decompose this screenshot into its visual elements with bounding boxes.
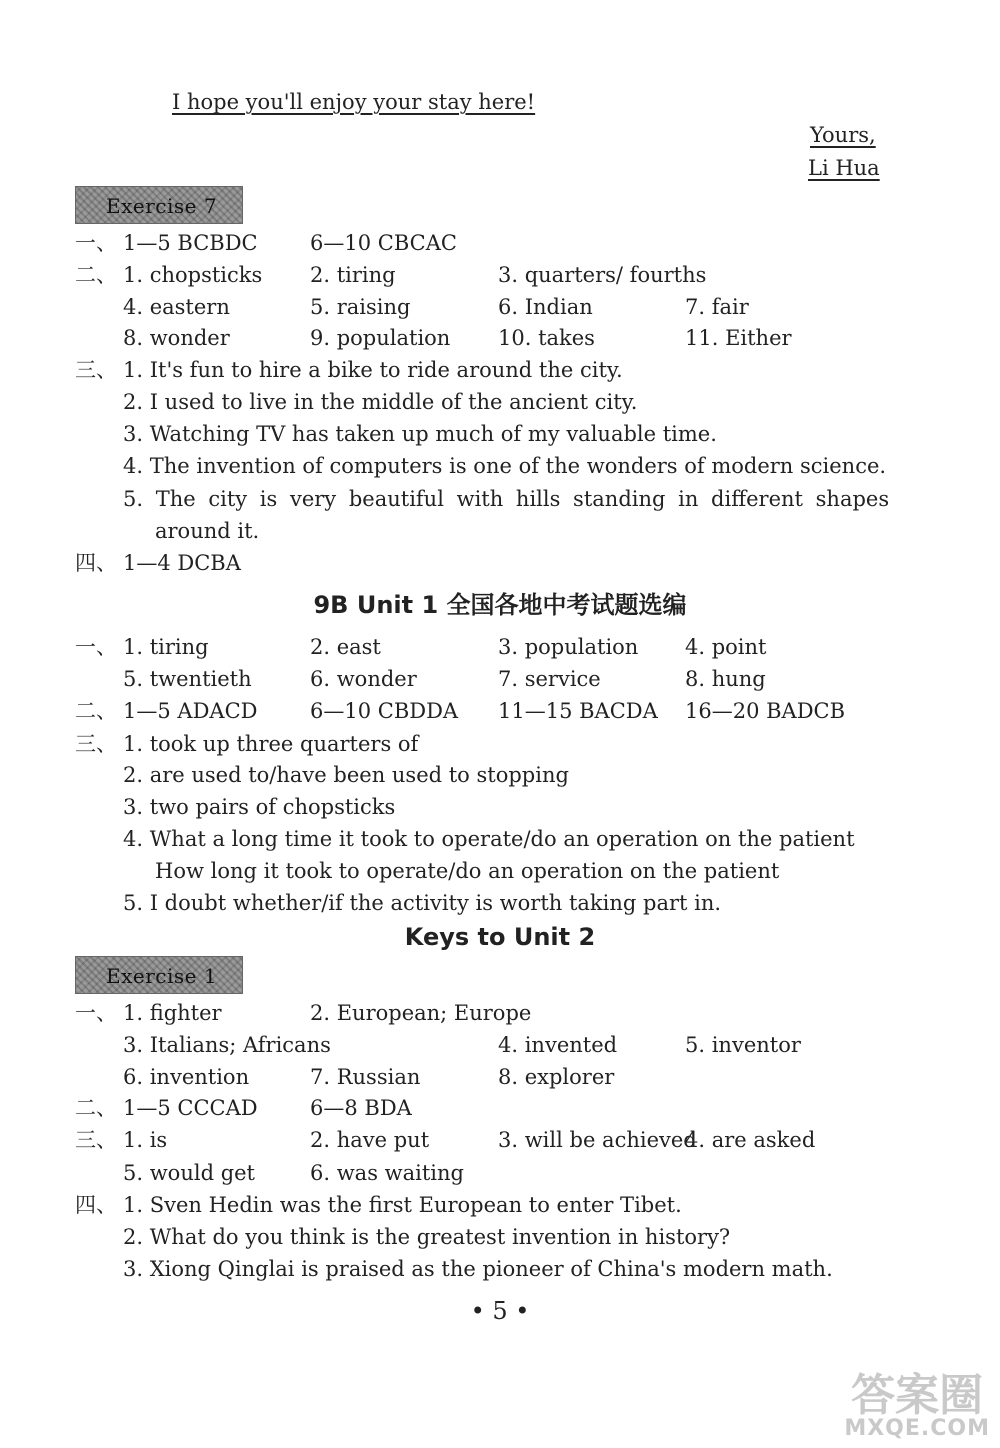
answer-item: 8. explorer [498, 1065, 615, 1089]
section-num: 一、 [75, 635, 117, 659]
answer-item: 10. takes [498, 326, 595, 350]
section-num: 四、 [75, 1193, 117, 1217]
answer-sentence: 5. I doubt whether/if the activity is worth taking part in. [123, 891, 722, 915]
answer-item: 4. eastern [123, 295, 230, 319]
answer-item: 5. raising [310, 295, 411, 319]
answer-item: 3. Italians; Africans [123, 1033, 331, 1057]
answer-sentence: 1. took up three quarters of [123, 732, 419, 756]
answer-item: 4. invented [498, 1033, 618, 1057]
answer-item: 11. Either [685, 326, 792, 350]
letter-signature-name: Li Hua [808, 156, 880, 180]
answer-item: 5. twentieth [123, 667, 252, 691]
answer-item: 6—8 BDA [310, 1096, 412, 1120]
letter-sign-off: Yours, [810, 123, 876, 147]
answer-item: 6. Indian [498, 295, 593, 319]
section-num: 三、 [75, 1128, 117, 1152]
section-num: 二、 [75, 699, 117, 723]
answer-sentence-continued: around it. [155, 519, 260, 543]
answer-sentence: 2. I used to live in the middle of the ancient city. [123, 390, 638, 414]
letter-closing-line: I hope you'll enjoy your stay here! [172, 90, 536, 114]
section-num: 一、 [75, 1001, 117, 1025]
answer-sentence: 1. It's fun to hire a bike to ride around the city. [123, 358, 623, 382]
answer-item: 3. population [498, 635, 639, 659]
section-title: 9B Unit 1 全国各地中考试题选编 [313, 591, 687, 619]
answer-item: 11—15 BACDA [498, 699, 658, 723]
answer-item: 6—10 CBCAC [310, 231, 457, 255]
answer-item: 5. would get [123, 1161, 255, 1185]
answer-sentence: 5. The city is very beautiful with hills standing in different shapes [123, 487, 890, 511]
answer-sentence: 3. two pairs of chopsticks [123, 795, 396, 819]
answer-item: 7. Russian [310, 1065, 421, 1089]
answer-item: 1—5 ADACD [123, 699, 258, 723]
answer-item: 8. hung [685, 667, 766, 691]
answer-item: 1. chopsticks [123, 263, 263, 287]
answer-item: 6. invention [123, 1065, 250, 1089]
answer-item: 5. inventor [685, 1033, 801, 1057]
answer-sentence: 1. Sven Hedin was the first European to enter Tibet. [123, 1193, 682, 1217]
answer-item: 8. wonder [123, 326, 230, 350]
section-num: 二、 [75, 263, 117, 287]
answer-item: 4. point [685, 635, 767, 659]
answer-item: 1—5 CCCAD [123, 1096, 258, 1120]
answer-item: 7. fair [685, 295, 749, 319]
answer-item: 2. European; Europe [310, 1001, 532, 1025]
section-num: 一、 [75, 231, 117, 255]
answer-item: 1. is [123, 1128, 168, 1152]
answer-item: 2. have put [310, 1128, 430, 1152]
answer-sentence: 2. What do you think is the greatest invention in history? [123, 1225, 731, 1249]
section-num: 三、 [75, 732, 117, 756]
answer-item: 3. will be achieved [498, 1128, 697, 1152]
answer-item: 16—20 BADCB [685, 699, 846, 723]
section-num: 四、 [75, 551, 117, 575]
answer-sentence: 3. Xiong Qinglai is praised as the pioneer of China's modern math. [123, 1257, 833, 1281]
answer-item: 2. east [310, 635, 381, 659]
answer-item: 6. wonder [310, 667, 417, 691]
exercise-7-label: Exercise 7 [75, 186, 243, 224]
answer-item: 1. tiring [123, 635, 209, 659]
answer-item: 9. population [310, 326, 451, 350]
answer-item: 6. was waiting [310, 1161, 464, 1185]
answer-item: 3. quarters/ fourths [498, 263, 707, 287]
answer-item: 7. service [498, 667, 601, 691]
answer-item: 6—10 CBDDA [310, 699, 459, 723]
section-num: 三、 [75, 358, 117, 382]
answer-item: 1—4 DCBA [123, 551, 241, 575]
answer-item: 4. are asked [685, 1128, 816, 1152]
answer-item: 2. tiring [310, 263, 396, 287]
answer-sentence-alt: How long it took to operate/do an operation on the patient [155, 859, 780, 883]
section-title: Keys to Unit 2 [404, 923, 596, 951]
answer-item: 1—5 BCBDC [123, 231, 258, 255]
section-num: 二、 [75, 1096, 117, 1120]
answer-sentence: 4. The invention of computers is one of the wonders of modern science. [123, 454, 887, 478]
watermark-logo: 答案圈 MXQE.COM [844, 1370, 990, 1441]
page-number: • 5 • [470, 1297, 530, 1325]
answer-sentence: 2. are used to/have been used to stopping [123, 763, 569, 787]
answer-item: 1. fighter [123, 1001, 222, 1025]
exercise-1-label: Exercise 1 [75, 956, 243, 994]
answer-sentence: 4. What a long time it took to operate/do an operation on the patient [123, 827, 855, 851]
answer-sentence: 3. Watching TV has taken up much of my valuable time. [123, 422, 717, 446]
